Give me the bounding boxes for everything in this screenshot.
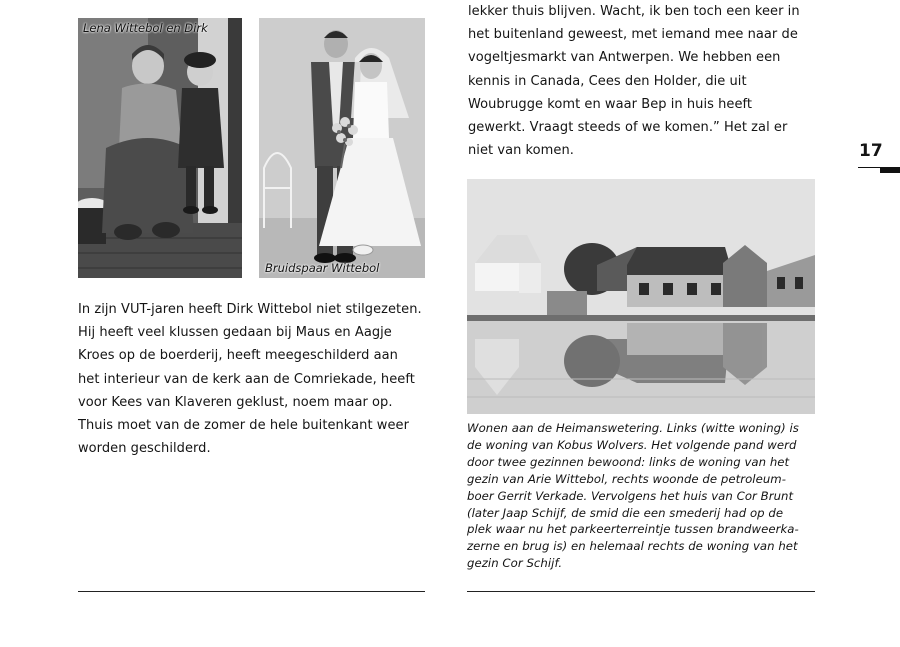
photo-wedding-couple [259, 18, 425, 278]
caption-line: Wonen aan de Heimanswetering. Links (witte woning) is [467, 421, 799, 435]
caption-line: gezin Cor Schijf. [467, 556, 563, 571]
text-line: vogeltjesmarkt van Antwerpen. We hebben een [468, 50, 781, 66]
right-bottom-rule [467, 591, 815, 592]
photo-heimanswetering [467, 179, 815, 414]
text-line: het interieur van de kerk aan de Comriekade, heeft [78, 371, 415, 387]
caption-line: (later Jaap Schijf, de smid die een smederij had op de [467, 505, 784, 520]
text-line: het buitenland geweest, met iemand mee naar de [468, 27, 798, 43]
text-line: voor Kees van Klaveren geklust, noem maar op. [78, 394, 393, 410]
text-line: Thuis moet van de zomer de hele buitenkant weer [78, 418, 409, 434]
caption-line: door twee gezinnen bewoond: links de woning van het [467, 454, 790, 469]
text-line: In zijn VUT-jaren heeft Dirk Wittebol niet stilgezeten. [78, 302, 422, 317]
photo-heimanswetering-image [467, 179, 815, 414]
caption-line: plek waar nu het parkeerterreintje tussen brandweerka- [467, 522, 799, 537]
text-line: kennis in Canada, Cees den Holder, die uit [468, 73, 747, 89]
text-line: Woubrugge komt en waar Bep in huis heeft [468, 96, 753, 112]
left-paragraph [78, 298, 422, 460]
text-line: Kroes op de boerderij, heeft meegeschilderd aan [78, 348, 398, 364]
photo-lena-and-dirk-image [78, 18, 242, 278]
caption-line: gezin van Arie Wittebol, rechts woonde de petroleum- [467, 471, 787, 486]
text-line: lekker thuis blijven. Wacht, ik ben toch een keer in [468, 4, 800, 19]
caption-line: zerne en brug is) en helemaal rechts de woning van het [467, 539, 798, 554]
photo-lena-and-dirk [78, 18, 242, 278]
text-line: Hij heeft veel klussen gedaan bij Maus en Aagje [78, 325, 392, 341]
right-paragraph [468, 0, 800, 162]
photo-couple-caption: Bruidspaar Wittebol [265, 261, 380, 275]
street-photo-caption [467, 420, 799, 572]
photo-wedding-couple-image [259, 18, 425, 278]
left-bottom-rule [78, 591, 425, 592]
page-number-tab [880, 167, 900, 173]
text-line: niet van komen. [468, 143, 574, 159]
caption-line: de woning van Kobus Wolvers. Het volgende pand werd [467, 437, 797, 452]
right-column-text [468, 0, 800, 162]
left-column-text [78, 298, 422, 460]
page-number: 17 [859, 141, 883, 161]
caption-line: boer Gerrit Verkade. Vervolgens het huis van Cor Brunt [467, 488, 794, 503]
photo-lena-caption: Lena Wittebol en Dirk [83, 21, 208, 35]
text-line: worden geschilderd. [78, 441, 211, 457]
text-line: gewerkt. Vraagt steeds of we komen.” Het zal er [468, 120, 788, 136]
